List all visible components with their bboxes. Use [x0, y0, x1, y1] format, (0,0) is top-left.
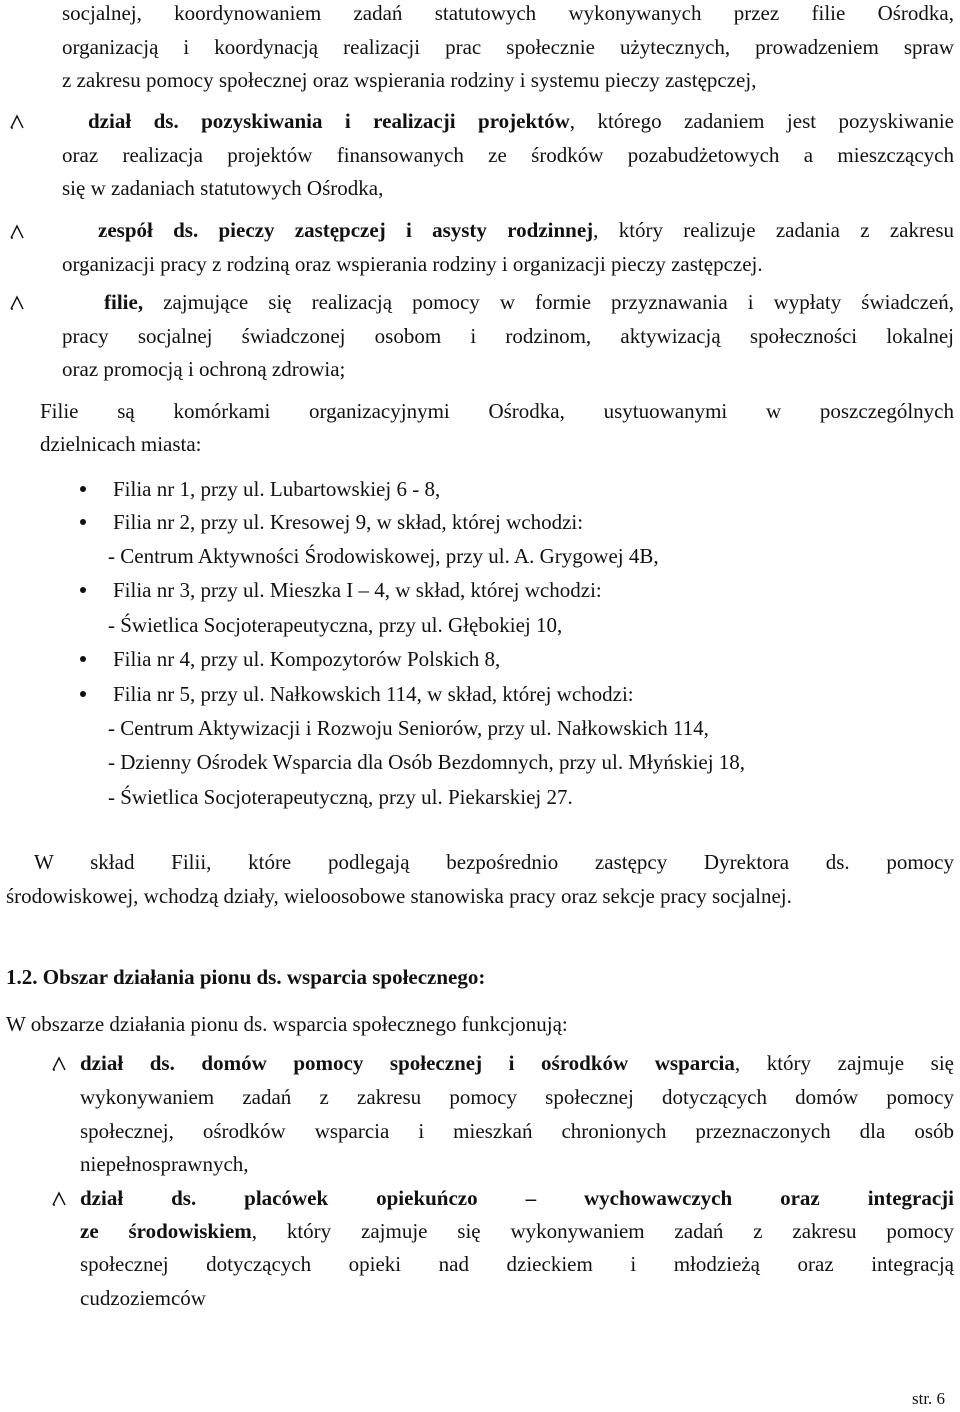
branch-subitem: - Świetlica Socjoterapeutyczną, przy ul. Piekarskiej 27. [108, 785, 573, 809]
item-text: , który zajmuje się wykonywaniem zadań z zakresu pomocy [251, 1219, 954, 1243]
flag-triangle-icon [8, 113, 25, 130]
paragraph-line: pracy socjalnej świadczonej osobom i rodzinom, aktywizacją społeczności lokalnej [62, 324, 954, 348]
paragraph-line: wykonywaniem zadań z zakresu pomocy społecznej dotyczących domów pomocy [80, 1085, 954, 1109]
paragraph-line: społecznej dotyczących opieki nad dzieckiem i młodzieżą oraz integracją [80, 1252, 954, 1276]
branch-subitem: - Centrum Aktywności Środowiskowej, przy ul. A. Grygowej 4B, [108, 544, 659, 568]
paragraph-line: dzielnicach miasta: [40, 432, 202, 456]
page-number: str. 6 [912, 1389, 946, 1408]
bullet-dot-icon [80, 691, 86, 697]
branch-subitem: - Świetlica Socjoterapeutyczna, przy ul. Głębokiej 10, [108, 613, 563, 637]
paragraph-line: cudzoziemców [80, 1286, 206, 1310]
branch-item: Filia nr 5, przy ul. Nałkowskich 114, w skład, której wchodzi: [113, 682, 634, 706]
branch-item: Filia nr 4, przy ul. Kompozytorów Polskich 8, [113, 647, 501, 671]
paragraph-line: socjalnej, koordynowaniem zadań statutowych wykonywanych przez filie Ośrodka, [62, 1, 954, 25]
paragraph-line: z zakresu pomocy społecznej oraz wspierania rodziny i systemu pieczy zastępczej, [62, 68, 757, 92]
bullet-dot-icon [80, 656, 86, 662]
list-item-line [104, 289, 954, 315]
item-text: , który realizuje zadania z zakresu [593, 218, 954, 242]
paragraph-line: środowiskowej, wchodzą działy, wieloosobowe stanowiska pracy oraz sekcje pracy socjalnej. [6, 884, 792, 908]
paragraph-line: oraz promocją i ochroną zdrowia; [62, 357, 346, 381]
item-text: , który zajmuje się [734, 1051, 954, 1075]
list-item-line [88, 108, 954, 134]
paragraph-line: oraz realizacja projektów finansowanych ze środków pozabudżetowych a mieszczących [62, 143, 954, 167]
list-item-line [80, 1050, 954, 1076]
paragraph-line: niepełnosprawnych, [80, 1152, 249, 1176]
bullet-dot-icon [80, 587, 86, 593]
item-title: dział ds. pozyskiwania i realizacji projektów [88, 109, 570, 133]
item-title: zespół ds. pieczy zastępczej i asysty rodzinnej [98, 218, 594, 242]
list-item-line: dział ds. placówek opiekuńczo – wychowawczych oraz integracji [80, 1186, 954, 1210]
branch-item: Filia nr 2, przy ul. Kresowej 9, w skład, której wchodzi: [113, 510, 584, 534]
flag-triangle-icon [8, 223, 25, 240]
paragraph-line: W skład Filii, które podlegają bezpośrednio zastępcy Dyrektora ds. pomocy [34, 850, 954, 874]
paragraph-line: się w zadaniach statutowych Ośrodka, [62, 176, 384, 200]
list-item-line [98, 217, 954, 243]
item-text: , którego zadaniem jest pozyskiwanie [569, 109, 954, 133]
branch-item: Filia nr 1, przy ul. Lubartowskiej 6 - 8, [113, 477, 441, 501]
branch-item: Filia nr 3, przy ul. Mieszka I – 4, w skład, której wchodzi: [113, 578, 602, 602]
paragraph-line: społecznej, ośrodków wsparcia i mieszkań chronionych przeznaczonych dla osób [80, 1119, 954, 1143]
flag-triangle-icon [8, 294, 25, 311]
list-item-line [80, 1218, 954, 1244]
branch-subitem: - Centrum Aktywizacji i Rozwoju Seniorów, przy ul. Nałkowskich 114, [108, 716, 709, 740]
item-title: filie, [104, 290, 144, 314]
paragraph-line: organizacją i koordynacją realizacji prac społecznie użytecznych, prowadzeniem spraw [62, 35, 954, 59]
item-title: dział ds. domów pomocy społecznej i ośrodków wsparcia [80, 1051, 735, 1075]
paragraph-line: Filie są komórkami organizacyjnymi Ośrodka, usytuowanymi w poszczególnych [40, 399, 954, 423]
flag-triangle-icon [50, 1055, 67, 1072]
section-heading: 1.2. Obszar działania pionu ds. wsparcia społecznego: [6, 965, 486, 989]
bullet-dot-icon [80, 519, 86, 525]
flag-triangle-icon [50, 1190, 67, 1207]
paragraph-line: organizacji pracy z rodziną oraz wspierania rodziny i organizacji pieczy zastępczej. [62, 252, 763, 276]
paragraph-line: W obszarze działania pionu ds. wsparcia społecznego funkcjonują: [6, 1012, 568, 1036]
bullet-dot-icon [80, 486, 86, 492]
branch-subitem: - Dzienny Ośrodek Wsparcia dla Osób Bezdomnych, przy ul. Młyńskiej 18, [108, 750, 746, 774]
item-text: zajmujące się realizacją pomocy w formie przyznawania i wypłaty świadczeń, [143, 290, 954, 314]
item-title: ze środowiskiem [80, 1219, 252, 1243]
